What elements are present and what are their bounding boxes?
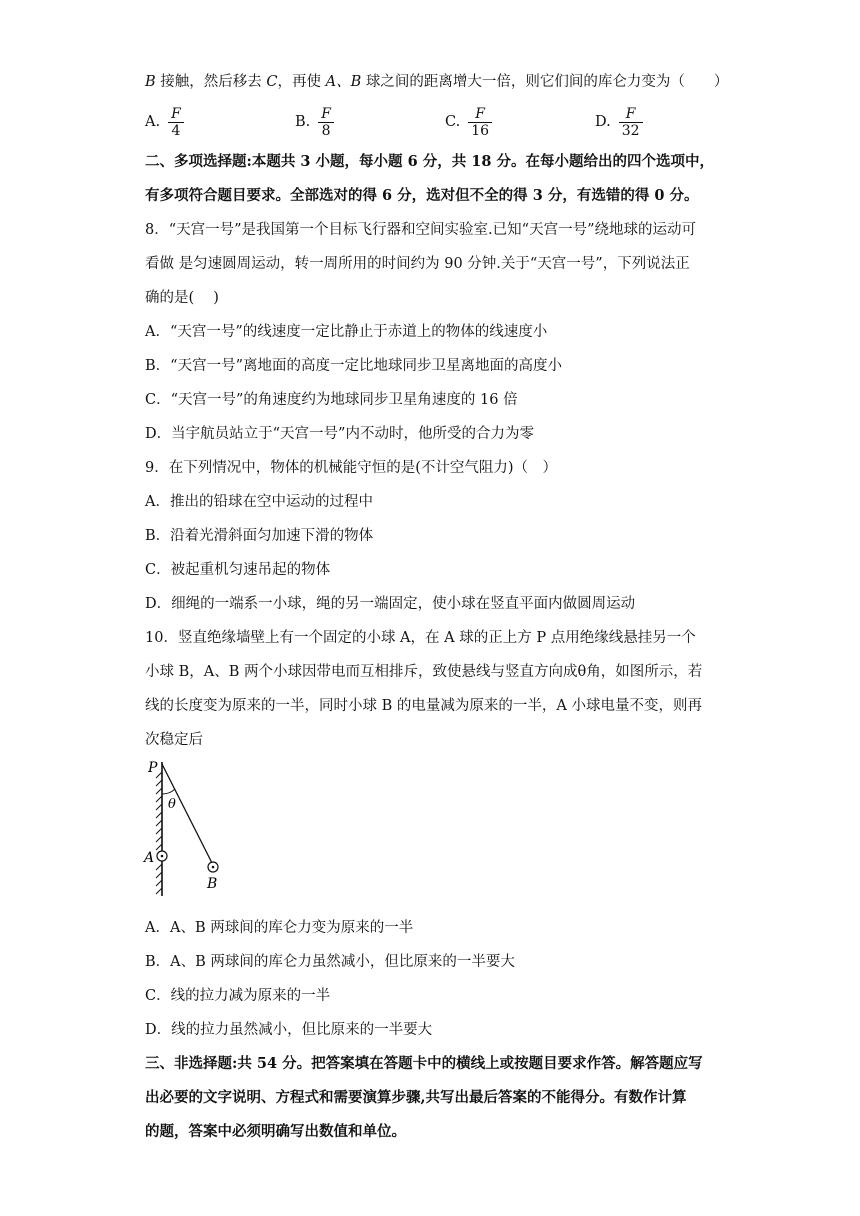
section2-heading: 二、多项选择题:本题共 3 小题，每小题 6 分，共 18 分。在每小题给出的四个选项中， (145, 153, 714, 170)
q8-option-d: D．当宇航员站立于“天宫一号”内不动时，他所受的合力为零 (145, 426, 534, 442)
fraction: $\frac{F}{4}$ (168, 106, 184, 139)
string-line (162, 764, 212, 863)
q10-stem: 线的长度变为原来的一半，同时小球 B 的电量减为原来的一半，A 小球电量不变，则再 (145, 698, 702, 714)
q10-option-c: C．线的拉力减为原来的一半 (145, 988, 331, 1004)
q10-option-a: A．A、B 两球间的库仑力变为原来的一半 (145, 920, 414, 936)
q10-stem: 小球 B，A、B 两个小球因带电而互相排斥，致使悬线与竖直方向成θ角，如图所示，若 (145, 664, 703, 680)
q8-stem: 确的是( ) (145, 290, 219, 306)
q7-text: 球之间的距离增大一倍，则它们间的库仑力变为（ ） (361, 74, 729, 90)
q8-option-b: B．“天宫一号”离地面的高度一定比地球同步卫星离地面的高度小 (145, 358, 562, 374)
section3-heading: 三、非选择题:共 54 分。把答案填在答题卡中的横线上或按题目要求作答。解答题应写 (145, 1055, 703, 1072)
q10-stem: 次稳定后 (145, 732, 203, 748)
q10-option-d: D．线的拉力虽然减小，但比原来的一半要大 (145, 1022, 433, 1038)
section3-heading-cont: 的题，答案中必须明确写出数值和单位。 (145, 1123, 406, 1140)
angle-arc (162, 789, 175, 794)
q9-stem: 9．在下列情况中，物体的机械能守恒的是(不计空气阻力)（ ） (145, 460, 558, 476)
q7-text: ，再使 (277, 74, 326, 90)
q8-stem: 看做 是匀速圆周运动，转一周所用的时间约为 90 分钟.关于“天宫一号”，下列说法正 (145, 256, 690, 272)
label-b: B (207, 876, 218, 892)
wall-hatching (156, 772, 162, 894)
q8-option-c: C．“天宫一号”的角速度约为地球同步卫星角速度的 16 倍 (145, 392, 518, 408)
section2-heading-cont: 有多项符合题目要求。全部选对的得 6 分，选对但不全的得 3 分，有选错的得 0 分。 (145, 187, 699, 204)
q10-stem: 10．竖直绝缘墙壁上有一个固定的小球 A，在 A 球的正上方 P 点用绝缘线悬挂另一个 (145, 630, 696, 646)
q7-option-a: A. $\frac{F}{4}$ (145, 104, 184, 140)
q7-option-c: C. $\frac{F}{16}$ (445, 104, 492, 140)
label-p: P (148, 760, 158, 776)
q7-text: 接触，然后移去 (155, 74, 267, 90)
q9-option-a: A．推出的铅球在空中运动的过程中 (145, 494, 373, 510)
q7-option-d: D. $\frac{F}{32}$ (595, 104, 643, 140)
pendulum-figure (140, 758, 240, 898)
q7-stem-tail (145, 72, 729, 92)
q9-option-b: B．沿着光滑斜面匀加速下滑的物体 (145, 528, 374, 544)
section3-heading-cont: 出必要的文字说明、方程式和需要演算步骤,共写出最后答案的不能得分。有数作计算 (145, 1089, 687, 1106)
fraction: $\frac{F}{32}$ (619, 106, 643, 139)
label-a: A (144, 850, 155, 866)
q9-option-c: C．被起重机匀速吊起的物体 (145, 562, 331, 578)
q7-balls-ab: A、B (325, 74, 362, 90)
label-theta: θ (168, 797, 176, 812)
fraction: $\frac{F}{16}$ (468, 106, 492, 139)
q8-stem: 8．“天宫一号”是我国第一个目标飞行器和空间实验室.已知“天宫一号”绕地球的运动可 (145, 222, 696, 238)
q7-ball-b: B (145, 74, 156, 90)
q10-option-b: B．A、B 两球间的库仑力虽然减小，但比原来的一半要大 (145, 954, 515, 970)
q7-option-b: B. $\frac{F}{8}$ (295, 104, 334, 140)
q7-ball-c: C (266, 74, 278, 90)
q9-option-d: D．细绳的一端系一小球，绳的另一端固定，使小球在竖直平面内做圆周运动 (145, 596, 636, 612)
fraction: $\frac{F}{8}$ (318, 106, 334, 139)
q8-option-a: A．“天宫一号”的线速度一定比静止于赤道上的物体的线速度小 (145, 324, 548, 340)
